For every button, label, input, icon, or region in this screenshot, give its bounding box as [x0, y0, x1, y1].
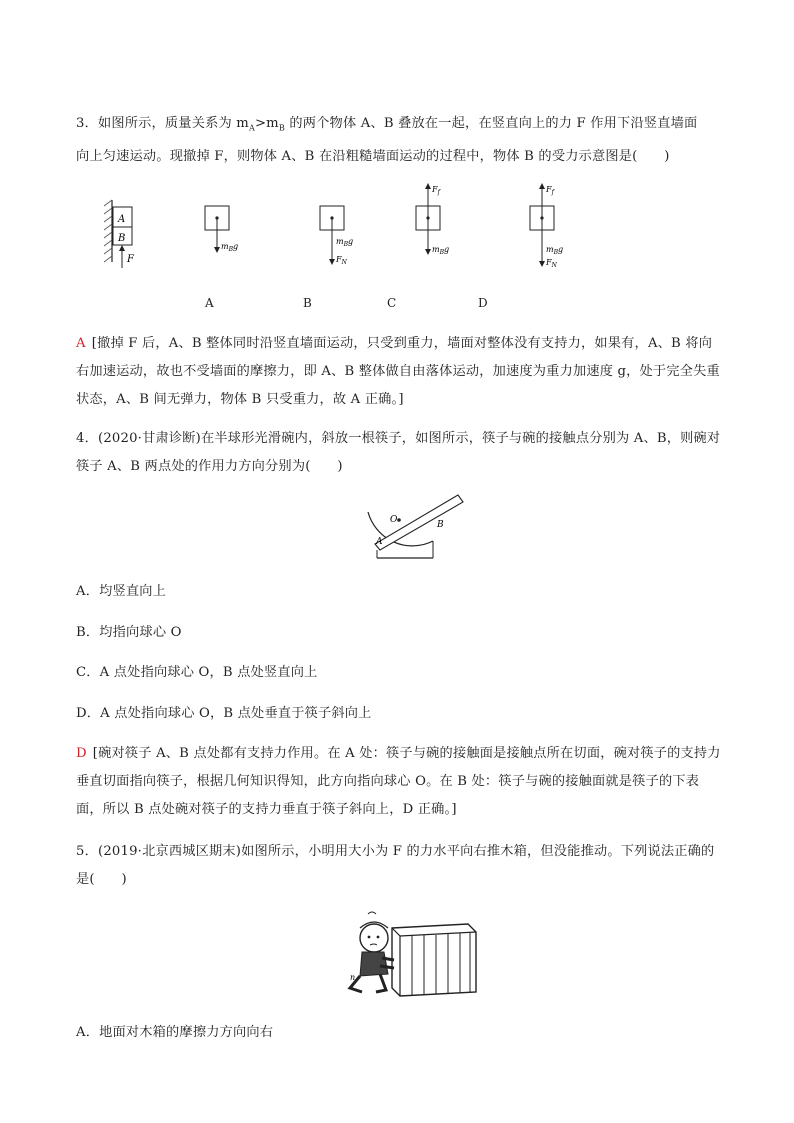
- svg-text:mBg: $m_Bg$: [336, 237, 354, 248]
- block-a-label: A: [118, 214, 126, 225]
- q5-stem: 5．(2019·北京西城区期末)如图所示，小明用大小为 F 的力水平向右推木箱，但没能推动。下列说法正确的是( ): [76, 844, 715, 887]
- option-a-diagram: [205, 206, 238, 253]
- option-d-label: D: [478, 296, 488, 310]
- option-c-label: C: [387, 296, 397, 310]
- svg-text:Ff: $F_f$: [546, 185, 554, 196]
- q5-option-a: A．地面对木箱的摩擦力方向向右: [76, 1025, 274, 1040]
- q4-bowl-figure: [355, 492, 475, 562]
- option-b-diagram: [320, 206, 353, 266]
- point-b-label: B: [437, 520, 444, 530]
- q3-figures: [0, 0, 794, 330]
- option-c-diagram: [416, 185, 449, 256]
- svg-text:n: n: [350, 973, 356, 982]
- svg-text:mBg: $m_Bg$: [221, 242, 239, 253]
- q3-setup-diagram: [104, 200, 135, 268]
- svg-text:Ff: $F_f$: [432, 185, 440, 196]
- q5-pushing-crate-illustration: [340, 908, 480, 1000]
- point-a-label: A: [376, 537, 383, 547]
- svg-text:FN: $F_N$: [336, 255, 347, 266]
- svg-text:mBg: $m_Bg$: [546, 245, 564, 256]
- block-b-label: B: [118, 233, 126, 244]
- answer-letter: D: [76, 746, 87, 761]
- option-b-label: B: [303, 296, 312, 310]
- center-o-label: O: [390, 515, 398, 525]
- svg-text:FN: $F_N$: [546, 258, 557, 269]
- q4-stem: 4．(2020·甘肃诊断)在半球形光滑碗内，斜放一根筷子，如图所示，筷子与碗的接触点分别为 A、B，则碗对筷子 A、B 两点处的作用力方向分别为( ): [76, 431, 721, 474]
- q4-option-d: D．A 点处指向球心 O，B 点处垂直于筷子斜向上: [76, 706, 372, 721]
- svg-text:mBg: $m_Bg$: [432, 245, 450, 256]
- q3-answer: A [撤掉 F 后，A、B 整体同时沿竖直墙面运动，只受到重力，墙面对整体没有支持力，如果有，A、B 将向右加速运动，故也不受墙面的摩擦力，即 A、B 整体做自由落体运动，加速度为重力加速度 g，处于完全失重状态，A、B 间无弹力，物体 B 只受重力，故 A 正确。]: [76, 336, 720, 407]
- q4-option-a: A．均竖直向上: [76, 584, 167, 599]
- q3-stem: 3．如图所示，质量关系为 $m_A>m_B$ 的两个物体 A、B 叠放在一起，在竖直向上的力 F 作用下沿竖直墙面 向上匀速运动。现撤掉 F，则物体 A、B 在沿粗糙墙面运动的过程中，物体 B 的受力示意图是( ): [76, 116, 698, 164]
- force-f-label: F: [127, 254, 134, 265]
- answer-letter: A: [76, 336, 86, 351]
- q4-option-b: B．均指向球心 O: [76, 625, 182, 640]
- option-a-label: A: [205, 296, 214, 310]
- option-d-diagram: [530, 185, 563, 269]
- q4-answer: D [碗对筷子 A、B 点处都有支持力作用。在 A 处：筷子与碗的接触面是接触点所在切面，碗对筷子的支持力垂直切面指向筷子，根据几何知识得知，此方向指向球心 O。在 B 处：筷子与碗的接触面就是筷子的下表面，所以 B 点处碗对筷子的支持力垂直于筷子斜向上，D 正确。]: [76, 746, 721, 817]
- q4-option-c: C．A 点处指向球心 O，B 点处竖直向上: [76, 665, 318, 680]
